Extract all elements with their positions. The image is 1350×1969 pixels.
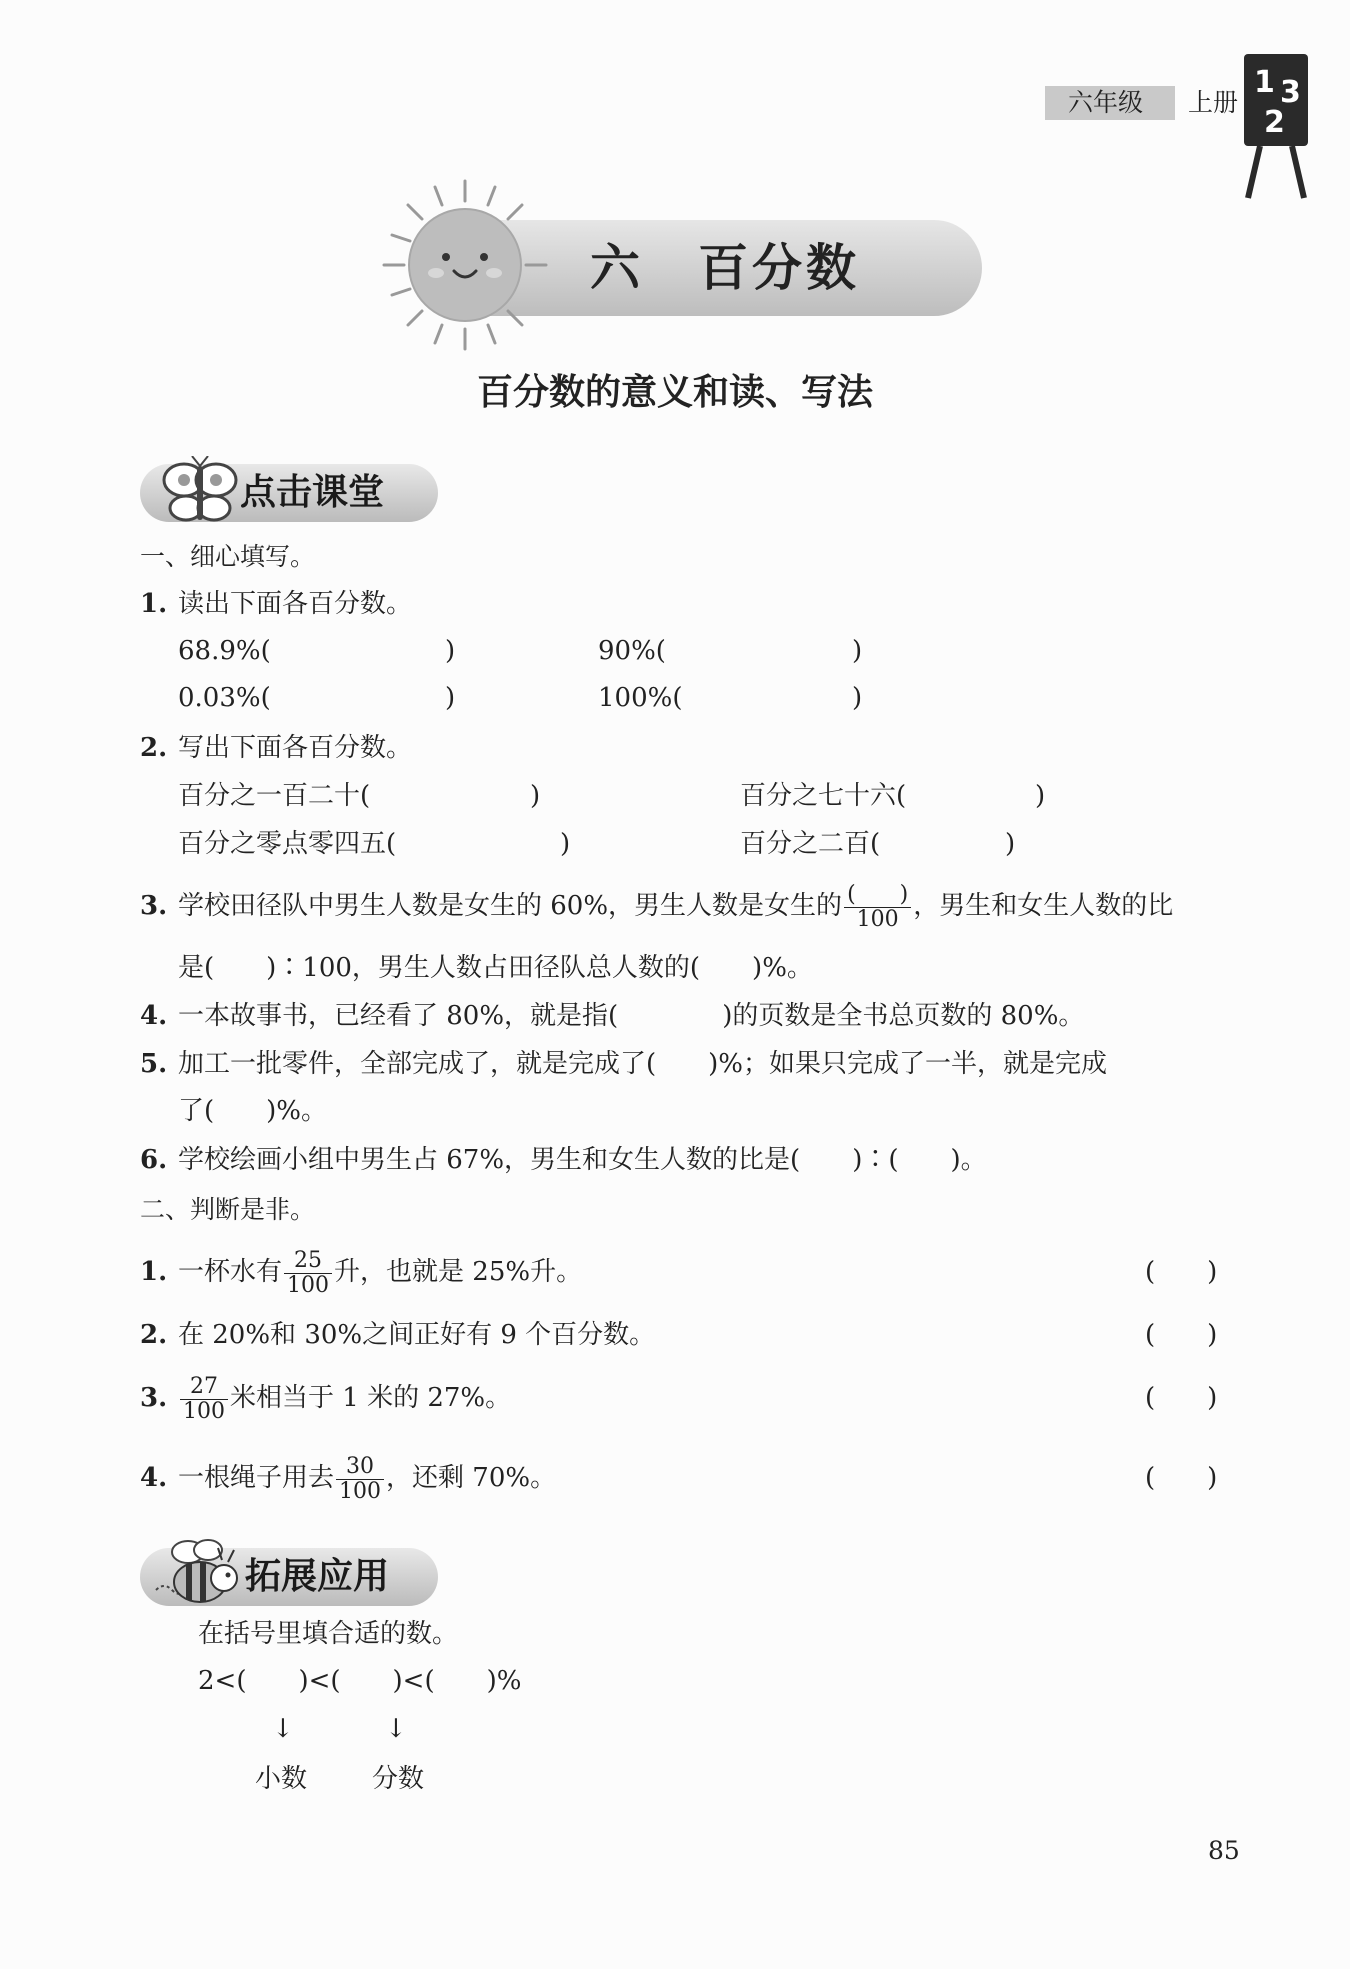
q1-item-4-close: )	[852, 683, 863, 713]
q2-number: 2.	[140, 733, 168, 763]
tf-q3-text	[178, 1365, 511, 1431]
tf-q3-number: 3.	[140, 1383, 168, 1413]
tf-q4-text-b: ，还剩 70%。	[386, 1463, 557, 1493]
q1-item-1-close: )	[445, 636, 456, 666]
tf-q2-number: 2.	[140, 1320, 168, 1350]
q6-text: 学校绘画小组中男生占 67%，男生和女生人数的比是( )∶( )。	[178, 1145, 987, 1175]
arrow-down-icon-2: ↓	[385, 1714, 407, 1744]
q3-text-b: ，男生和女生人数的比	[913, 891, 1174, 921]
q6-number: 6.	[140, 1145, 168, 1175]
q5-line2: 了( )%。	[178, 1096, 327, 1126]
extension-expression: 2<( )<( )<( )%	[198, 1666, 522, 1696]
volume-label: 上册	[1188, 88, 1239, 117]
part2-heading: 二、判断是非。	[140, 1195, 316, 1224]
tf-q1-number: 1.	[140, 1257, 168, 1287]
q1-item-1: 68.9%(	[178, 636, 271, 666]
q1-number: 1.	[140, 589, 168, 619]
tf-q3-answer-paren[interactable]: ( )	[1145, 1383, 1218, 1413]
q2-item-4-close: )	[1005, 829, 1016, 859]
part1-heading: 一、细心填写。	[140, 542, 316, 571]
q1-item-4: 100%(	[598, 683, 683, 713]
q2-text: 写出下面各百分数。	[178, 733, 413, 763]
tf-q2-text: 在 20%和 30%之间正好有 9 个百分数。	[178, 1320, 656, 1350]
q3-line2: 是( )∶100，男生人数占田径队总人数的( )%。	[178, 953, 813, 983]
q1-item-2-close: )	[852, 636, 863, 666]
q5-line1: 加工一批零件，全部完成了，就是完成了( )%；如果只完成了一半，就是完成	[178, 1049, 1107, 1079]
q2-item-4: 百分之二百(	[740, 829, 881, 859]
lesson-subtitle: 百分数的意义和读、写法	[476, 372, 873, 413]
q5-number: 5.	[140, 1049, 168, 1079]
chalkboard-logo-icon	[1240, 46, 1312, 206]
tf-q1-text-a: 一杯水有	[178, 1257, 283, 1287]
tf-q1-text	[178, 1239, 582, 1305]
chapter-title: 六 百分数	[590, 239, 860, 297]
logo-digit-3: 3	[1280, 75, 1301, 110]
tf-q2-answer-paren[interactable]: ( )	[1145, 1320, 1218, 1350]
grade-label: 六年级	[1068, 88, 1144, 117]
q2-item-2: 百分之七十六(	[740, 781, 907, 811]
tf-q1-fraction	[284, 1249, 332, 1298]
tf-q1-answer-paren[interactable]: ( )	[1145, 1257, 1218, 1287]
tf-q1-text-b: 升，也就是 25%升。	[334, 1257, 583, 1287]
q1-item-3-close: )	[445, 683, 456, 713]
tf-q1-denominator: 100	[287, 1272, 330, 1298]
page-number: 85	[1208, 1836, 1240, 1865]
q1-item-3: 0.03%(	[178, 683, 271, 713]
q2-item-3-close: )	[560, 829, 571, 859]
tf-q3-numerator: 27	[180, 1375, 228, 1400]
q3-fraction	[844, 883, 911, 932]
section-title-extension: 拓展应用	[245, 1556, 390, 1597]
bee-icon	[150, 1538, 242, 1610]
q2-item-1-close: )	[530, 781, 541, 811]
q3-text-a: 学校田径队中男生人数是女生的 60%，男生人数是女生的	[178, 891, 843, 921]
tf-q4-numerator: 30	[336, 1455, 384, 1480]
q1-text: 读出下面各百分数。	[178, 589, 413, 619]
tf-q3-fraction	[180, 1375, 228, 1424]
tf-q4-fraction	[336, 1455, 384, 1504]
extension-instruction: 在括号里填合适的数。	[198, 1619, 459, 1649]
label-fraction: 分数	[372, 1764, 425, 1794]
q3-fraction-numerator: ( )	[844, 883, 911, 908]
q1-item-2: 90%(	[598, 636, 666, 666]
tf-q4-text-a: 一根绳子用去	[178, 1463, 335, 1493]
tf-q3-denominator: 100	[183, 1398, 225, 1424]
arrow-down-icon: ↓	[272, 1714, 294, 1744]
label-decimal: 小数	[255, 1764, 308, 1794]
q3-line1	[178, 872, 1173, 940]
butterfly-icon	[160, 456, 240, 528]
q2-item-3: 百分之零点零四五(	[178, 829, 397, 859]
q2-item-2-close: )	[1035, 781, 1046, 811]
q3-number: 3.	[140, 891, 168, 921]
q4-number: 4.	[140, 1001, 168, 1031]
tf-q4-text	[178, 1445, 556, 1511]
tf-q4-denominator: 100	[339, 1478, 382, 1504]
section-title-classroom: 点击课堂	[240, 472, 385, 513]
tf-q3-text-b: 米相当于 1 米的 27%。	[230, 1383, 512, 1413]
q4-text: 一本故事书，已经看了 80%，就是指( )的页数是全书总页数的 80%。	[178, 1001, 1085, 1031]
logo-digit-1: 1	[1254, 65, 1275, 100]
q2-item-1: 百分之一百二十(	[178, 781, 371, 811]
tf-q4-number: 4.	[140, 1463, 168, 1493]
tf-q4-answer-paren[interactable]: ( )	[1145, 1463, 1218, 1493]
q3-fraction-denominator: 100	[856, 906, 899, 932]
tf-q1-numerator: 25	[284, 1249, 332, 1274]
sun-icon	[380, 175, 550, 355]
logo-digit-2: 2	[1264, 105, 1285, 140]
